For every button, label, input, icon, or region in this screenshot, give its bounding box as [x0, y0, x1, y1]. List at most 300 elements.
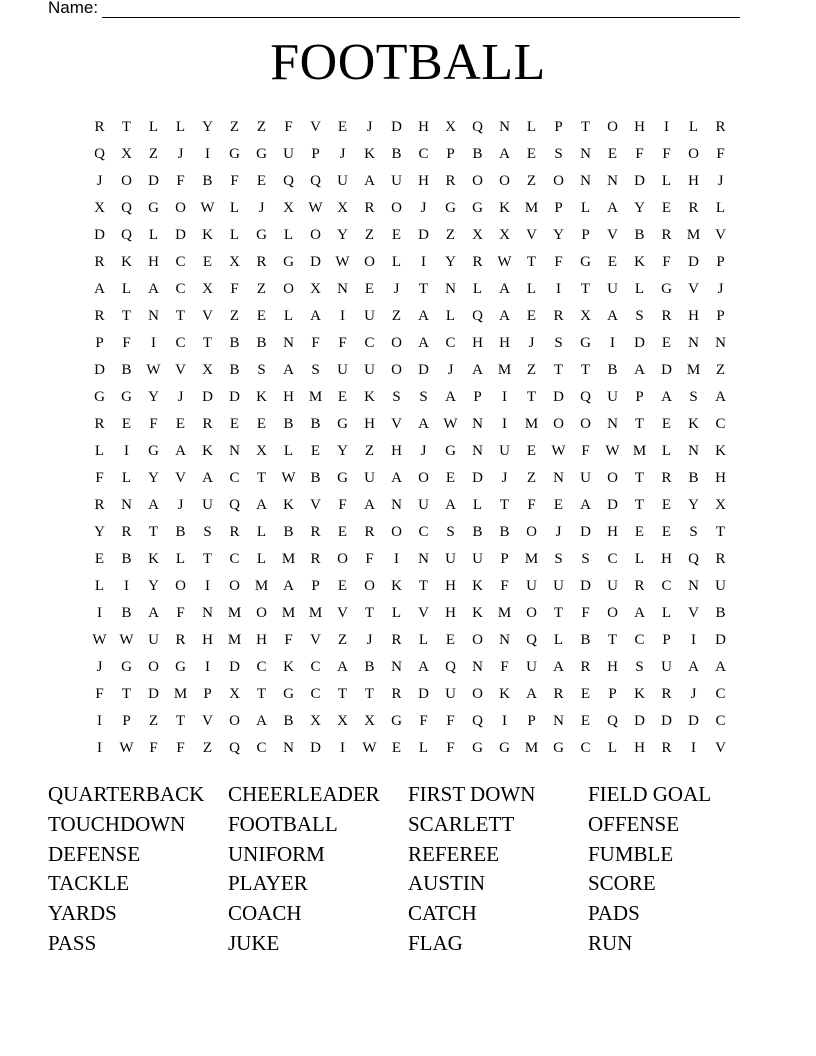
grid-letter[interactable]: I [691, 740, 696, 756]
grid-letter[interactable]: I [340, 308, 345, 324]
grid-letter[interactable]: T [715, 524, 726, 540]
grid-letter[interactable]: L [634, 551, 645, 567]
grid-letter[interactable]: X [256, 443, 267, 459]
grid-letter[interactable]: S [635, 659, 644, 675]
grid-letter[interactable]: C [445, 335, 456, 351]
grid-letter[interactable]: T [202, 335, 213, 351]
grid-letter[interactable]: E [391, 227, 402, 243]
grid-letter[interactable]: A [445, 497, 456, 513]
grid-letter[interactable]: I [340, 740, 345, 756]
grid-letter[interactable]: V [715, 740, 726, 756]
grid-letter[interactable]: L [121, 281, 132, 297]
grid-letter[interactable]: Z [526, 470, 537, 486]
grid-letter[interactable]: R [715, 119, 726, 135]
grid-letter[interactable]: H [499, 335, 510, 351]
grid-letter[interactable]: H [715, 470, 726, 486]
grid-letter[interactable]: L [661, 443, 672, 459]
grid-letter[interactable]: O [364, 578, 375, 594]
grid-letter[interactable]: I [124, 578, 129, 594]
grid-letter[interactable]: O [499, 173, 510, 189]
grid-letter[interactable]: X [499, 227, 510, 243]
grid-letter[interactable]: F [419, 713, 428, 729]
grid-letter[interactable]: X [283, 200, 294, 216]
grid-letter[interactable]: O [229, 578, 240, 594]
grid-letter[interactable]: F [716, 146, 725, 162]
grid-letter[interactable]: V [310, 497, 321, 513]
grid-letter[interactable]: B [391, 146, 402, 162]
grid-letter[interactable]: F [230, 281, 239, 297]
grid-letter[interactable]: V [310, 632, 321, 648]
grid-letter[interactable]: D [553, 389, 564, 405]
grid-letter[interactable]: A [445, 389, 456, 405]
grid-letter[interactable]: I [502, 713, 507, 729]
grid-letter[interactable]: O [580, 416, 591, 432]
grid-letter[interactable]: O [148, 659, 159, 675]
grid-letter[interactable]: I [502, 389, 507, 405]
grid-letter[interactable]: C [256, 740, 267, 756]
grid-letter[interactable]: E [661, 416, 672, 432]
grid-letter[interactable]: L [148, 227, 159, 243]
grid-letter[interactable]: A [607, 200, 618, 216]
grid-letter[interactable]: D [580, 524, 591, 540]
grid-letter[interactable]: S [392, 389, 401, 405]
grid-letter[interactable]: B [310, 416, 321, 432]
grid-letter[interactable]: K [202, 443, 213, 459]
grid-letter[interactable]: E [337, 119, 348, 135]
grid-letter[interactable]: M [524, 200, 539, 216]
grid-letter[interactable]: F [662, 254, 671, 270]
grid-letter[interactable]: T [175, 308, 186, 324]
grid-letter[interactable]: J [717, 173, 724, 189]
grid-letter[interactable]: D [634, 335, 645, 351]
grid-letter[interactable]: A [715, 389, 726, 405]
grid-letter[interactable]: P [473, 389, 482, 405]
grid-letter[interactable]: G [580, 335, 591, 351]
grid-letter[interactable]: E [256, 173, 267, 189]
grid-letter[interactable]: L [418, 632, 429, 648]
grid-letter[interactable]: Y [148, 389, 159, 405]
grid-letter[interactable]: E [661, 200, 672, 216]
grid-letter[interactable]: T [580, 281, 591, 297]
grid-letter[interactable]: P [527, 713, 536, 729]
grid-letter[interactable]: E [391, 740, 402, 756]
grid-letter[interactable]: N [283, 740, 294, 756]
grid-letter[interactable]: Z [256, 119, 267, 135]
grid-letter[interactable]: L [283, 308, 294, 324]
grid-letter[interactable]: R [94, 308, 105, 324]
grid-letter[interactable]: T [256, 686, 267, 702]
grid-letter[interactable]: H [418, 173, 429, 189]
grid-letter[interactable]: E [661, 497, 672, 513]
grid-letter[interactable]: I [205, 146, 210, 162]
grid-letter[interactable]: R [688, 200, 699, 216]
grid-letter[interactable]: R [661, 227, 672, 243]
grid-letter[interactable]: C [715, 713, 726, 729]
grid-letter[interactable]: R [121, 524, 132, 540]
grid-letter[interactable]: J [177, 389, 184, 405]
grid-letter[interactable]: J [393, 281, 400, 297]
grid-letter[interactable]: C [715, 416, 726, 432]
grid-letter[interactable]: H [472, 335, 483, 351]
grid-letter[interactable]: A [418, 308, 429, 324]
grid-letter[interactable]: G [472, 200, 483, 216]
grid-letter[interactable]: I [205, 578, 210, 594]
grid-letter[interactable]: E [94, 551, 105, 567]
grid-letter[interactable]: F [176, 605, 185, 621]
grid-letter[interactable]: T [580, 362, 591, 378]
grid-letter[interactable]: O [553, 173, 564, 189]
grid-letter[interactable]: O [526, 605, 537, 621]
grid-letter[interactable]: D [94, 227, 105, 243]
grid-letter[interactable]: O [364, 254, 375, 270]
grid-letter[interactable]: U [499, 443, 510, 459]
grid-letter[interactable]: I [97, 713, 102, 729]
grid-letter[interactable]: A [175, 443, 186, 459]
grid-letter[interactable]: T [580, 119, 591, 135]
grid-letter[interactable]: N [121, 497, 132, 513]
grid-letter[interactable]: L [526, 281, 537, 297]
grid-letter[interactable]: T [202, 551, 213, 567]
grid-letter[interactable]: H [202, 632, 213, 648]
grid-letter[interactable]: T [418, 578, 429, 594]
grid-letter[interactable]: N [553, 713, 564, 729]
grid-letter[interactable]: D [418, 686, 429, 702]
grid-letter[interactable]: G [472, 740, 483, 756]
grid-letter[interactable]: Y [634, 200, 645, 216]
grid-letter[interactable]: E [337, 524, 348, 540]
grid-letter[interactable]: F [176, 740, 185, 756]
grid-letter[interactable]: L [175, 119, 186, 135]
grid-letter[interactable]: L [553, 632, 564, 648]
grid-letter[interactable]: D [310, 740, 321, 756]
grid-letter[interactable]: J [339, 146, 346, 162]
grid-letter[interactable]: S [419, 389, 428, 405]
grid-letter[interactable]: E [337, 578, 348, 594]
grid-letter[interactable]: I [124, 443, 129, 459]
grid-letter[interactable]: O [418, 470, 429, 486]
grid-letter[interactable]: G [283, 686, 294, 702]
grid-letter[interactable]: C [229, 470, 240, 486]
grid-letter[interactable]: B [364, 659, 375, 675]
grid-letter[interactable]: A [283, 578, 294, 594]
grid-letter[interactable]: B [472, 146, 483, 162]
grid-letter[interactable]: G [337, 470, 348, 486]
grid-letter[interactable]: D [418, 227, 429, 243]
grid-letter[interactable]: K [148, 551, 159, 567]
grid-letter[interactable]: F [581, 443, 590, 459]
grid-letter[interactable]: R [445, 173, 456, 189]
grid-letter[interactable]: R [364, 200, 375, 216]
grid-letter[interactable]: T [634, 497, 645, 513]
grid-letter[interactable]: F [500, 659, 509, 675]
grid-letter[interactable]: E [256, 308, 267, 324]
grid-letter[interactable]: I [502, 416, 507, 432]
grid-letter[interactable]: S [581, 551, 590, 567]
grid-letter[interactable]: N [688, 443, 699, 459]
grid-letter[interactable]: Q [94, 146, 105, 162]
grid-letter[interactable]: A [364, 497, 375, 513]
grid-letter[interactable]: P [95, 335, 104, 351]
grid-letter[interactable]: C [634, 632, 645, 648]
grid-letter[interactable]: H [634, 119, 645, 135]
grid-letter[interactable]: E [607, 146, 618, 162]
grid-letter[interactable]: L [94, 443, 105, 459]
grid-letter[interactable]: K [391, 578, 402, 594]
grid-letter[interactable]: H [688, 173, 699, 189]
grid-letter[interactable]: S [203, 524, 212, 540]
grid-letter[interactable]: E [553, 497, 564, 513]
grid-letter[interactable]: O [391, 200, 402, 216]
grid-letter[interactable]: N [283, 335, 294, 351]
grid-letter[interactable]: N [202, 605, 213, 621]
grid-letter[interactable]: Y [445, 254, 456, 270]
grid-letter[interactable]: U [607, 389, 618, 405]
grid-letter[interactable]: C [607, 551, 618, 567]
grid-letter[interactable]: G [229, 146, 240, 162]
grid-letter[interactable]: L [661, 605, 672, 621]
grid-letter[interactable]: I [394, 551, 399, 567]
grid-letter[interactable]: O [607, 605, 618, 621]
grid-letter[interactable]: Q [472, 713, 483, 729]
grid-letter[interactable]: H [688, 308, 699, 324]
grid-letter[interactable]: D [148, 173, 159, 189]
grid-letter[interactable]: Z [445, 227, 456, 243]
grid-letter[interactable]: N [472, 659, 483, 675]
grid-letter[interactable]: V [526, 227, 537, 243]
grid-letter[interactable]: B [283, 524, 294, 540]
grid-letter[interactable]: T [634, 470, 645, 486]
grid-letter[interactable]: P [635, 389, 644, 405]
grid-letter[interactable]: F [284, 119, 293, 135]
grid-letter[interactable]: K [688, 416, 699, 432]
grid-letter[interactable]: A [472, 362, 483, 378]
grid-letter[interactable]: B [121, 362, 132, 378]
grid-letter[interactable]: K [364, 146, 375, 162]
grid-letter[interactable]: E [526, 443, 537, 459]
grid-letter[interactable]: P [662, 632, 671, 648]
grid-letter[interactable]: Z [256, 281, 267, 297]
grid-letter[interactable]: W [605, 443, 620, 459]
grid-letter[interactable]: D [472, 470, 483, 486]
grid-letter[interactable]: H [364, 416, 375, 432]
grid-letter[interactable]: R [553, 686, 564, 702]
grid-letter[interactable]: D [634, 713, 645, 729]
grid-letter[interactable]: Q [229, 740, 240, 756]
grid-letter[interactable]: F [500, 578, 509, 594]
grid-letter[interactable]: M [254, 578, 269, 594]
grid-letter[interactable]: M [281, 605, 296, 621]
grid-letter[interactable]: X [202, 362, 213, 378]
grid-letter[interactable]: J [528, 335, 535, 351]
grid-letter[interactable]: E [337, 389, 348, 405]
grid-letter[interactable]: S [446, 524, 455, 540]
grid-letter[interactable]: P [716, 308, 725, 324]
grid-letter[interactable]: L [580, 200, 591, 216]
grid-letter[interactable]: F [122, 335, 131, 351]
grid-letter[interactable]: M [281, 551, 296, 567]
grid-letter[interactable]: N [580, 146, 591, 162]
grid-letter[interactable]: F [554, 254, 563, 270]
grid-letter[interactable]: Y [553, 227, 564, 243]
grid-letter[interactable]: C [661, 578, 672, 594]
grid-letter[interactable]: H [391, 443, 402, 459]
grid-letter[interactable]: H [148, 254, 159, 270]
grid-letter[interactable]: A [391, 470, 402, 486]
grid-letter[interactable]: Q [607, 713, 618, 729]
grid-letter[interactable]: O [121, 173, 132, 189]
grid-letter[interactable]: E [310, 443, 321, 459]
grid-letter[interactable]: Z [202, 740, 213, 756]
grid-letter[interactable]: E [121, 416, 132, 432]
grid-letter[interactable]: N [472, 416, 483, 432]
grid-letter[interactable]: V [202, 713, 213, 729]
grid-letter[interactable]: O [256, 605, 267, 621]
grid-letter[interactable]: D [310, 254, 321, 270]
grid-letter[interactable]: U [445, 686, 456, 702]
grid-letter[interactable]: H [418, 119, 429, 135]
grid-letter[interactable]: E [634, 524, 645, 540]
grid-letter[interactable]: P [122, 713, 131, 729]
grid-letter[interactable]: G [256, 227, 267, 243]
grid-letter[interactable]: T [634, 416, 645, 432]
grid-letter[interactable]: C [418, 524, 429, 540]
grid-letter[interactable]: W [308, 200, 323, 216]
grid-letter[interactable]: O [229, 713, 240, 729]
grid-letter[interactable]: W [551, 443, 566, 459]
grid-letter[interactable]: R [94, 416, 105, 432]
grid-letter[interactable]: F [149, 740, 158, 756]
grid-letter[interactable]: O [526, 524, 537, 540]
grid-letter[interactable]: F [95, 686, 104, 702]
grid-letter[interactable]: K [283, 659, 294, 675]
grid-letter[interactable]: T [607, 632, 618, 648]
grid-letter[interactable]: T [337, 686, 348, 702]
grid-letter[interactable]: T [418, 281, 429, 297]
grid-letter[interactable]: O [472, 686, 483, 702]
grid-letter[interactable]: J [690, 686, 697, 702]
grid-letter[interactable]: G [283, 254, 294, 270]
grid-letter[interactable]: V [715, 227, 726, 243]
grid-letter[interactable]: L [148, 119, 159, 135]
grid-letter[interactable]: P [716, 254, 725, 270]
grid-letter[interactable]: G [445, 443, 456, 459]
grid-letter[interactable]: C [256, 659, 267, 675]
grid-letter[interactable]: U [526, 578, 537, 594]
grid-letter[interactable]: N [553, 470, 564, 486]
grid-letter[interactable]: H [661, 551, 672, 567]
grid-letter[interactable]: R [391, 632, 402, 648]
grid-letter[interactable]: B [607, 362, 618, 378]
grid-letter[interactable]: E [229, 416, 240, 432]
grid-letter[interactable]: A [148, 281, 159, 297]
grid-letter[interactable]: G [121, 659, 132, 675]
grid-letter[interactable]: K [202, 227, 213, 243]
grid-letter[interactable]: A [310, 308, 321, 324]
grid-letter[interactable]: X [121, 146, 132, 162]
grid-letter[interactable]: G [661, 281, 672, 297]
grid-letter[interactable]: R [94, 497, 105, 513]
grid-letter[interactable]: D [580, 578, 591, 594]
grid-letter[interactable]: Z [391, 308, 402, 324]
grid-letter[interactable]: V [688, 281, 699, 297]
grid-letter[interactable]: V [688, 605, 699, 621]
grid-letter[interactable]: R [310, 524, 321, 540]
grid-letter[interactable]: U [364, 308, 375, 324]
grid-letter[interactable]: M [173, 686, 188, 702]
grid-letter[interactable]: B [283, 713, 294, 729]
grid-letter[interactable]: F [581, 605, 590, 621]
grid-letter[interactable]: U [472, 551, 483, 567]
grid-letter[interactable]: B [256, 335, 267, 351]
grid-letter[interactable]: C [418, 146, 429, 162]
grid-letter[interactable]: N [148, 308, 159, 324]
grid-letter[interactable]: O [607, 470, 618, 486]
grid-letter[interactable]: D [418, 362, 429, 378]
grid-letter[interactable]: A [553, 659, 564, 675]
grid-letter[interactable]: N [445, 281, 456, 297]
grid-letter[interactable]: A [499, 281, 510, 297]
grid-letter[interactable]: O [391, 335, 402, 351]
grid-letter[interactable]: M [497, 362, 512, 378]
grid-letter[interactable]: Z [148, 713, 159, 729]
grid-letter[interactable]: Z [148, 146, 159, 162]
grid-letter[interactable]: Q [472, 119, 483, 135]
grid-letter[interactable]: R [256, 254, 267, 270]
grid-letter[interactable]: X [310, 281, 321, 297]
grid-letter[interactable]: I [610, 335, 615, 351]
grid-letter[interactable]: E [580, 686, 591, 702]
grid-letter[interactable]: F [95, 470, 104, 486]
grid-letter[interactable]: D [202, 389, 213, 405]
grid-letter[interactable]: L [229, 200, 240, 216]
grid-letter[interactable]: H [607, 659, 618, 675]
grid-letter[interactable]: X [229, 254, 240, 270]
grid-letter[interactable]: U [580, 470, 591, 486]
grid-letter[interactable]: V [175, 470, 186, 486]
grid-letter[interactable]: T [175, 713, 186, 729]
grid-letter[interactable]: Q [688, 551, 699, 567]
grid-letter[interactable]: O [472, 173, 483, 189]
grid-letter[interactable]: M [308, 605, 323, 621]
grid-letter[interactable]: M [686, 227, 701, 243]
grid-letter[interactable]: K [256, 389, 267, 405]
grid-letter[interactable]: Z [229, 308, 240, 324]
grid-letter[interactable]: O [607, 119, 618, 135]
grid-letter[interactable]: K [364, 389, 375, 405]
grid-letter[interactable]: E [364, 281, 375, 297]
grid-letter[interactable]: F [311, 335, 320, 351]
grid-letter[interactable]: Z [715, 362, 726, 378]
grid-letter[interactable]: A [526, 686, 537, 702]
grid-letter[interactable]: D [715, 632, 726, 648]
grid-letter[interactable]: O [337, 551, 348, 567]
grid-letter[interactable]: U [283, 146, 294, 162]
grid-letter[interactable]: L [283, 443, 294, 459]
grid-letter[interactable]: A [94, 281, 105, 297]
grid-letter[interactable]: L [175, 551, 186, 567]
grid-letter[interactable]: C [310, 659, 321, 675]
grid-letter[interactable]: G [148, 200, 159, 216]
grid-letter[interactable]: F [635, 146, 644, 162]
grid-letter[interactable]: Y [337, 227, 348, 243]
grid-letter[interactable]: A [580, 497, 591, 513]
grid-letter[interactable]: H [607, 524, 618, 540]
grid-letter[interactable]: X [202, 281, 213, 297]
grid-letter[interactable]: B [580, 632, 591, 648]
grid-letter[interactable]: E [445, 632, 456, 648]
grid-letter[interactable]: P [446, 146, 455, 162]
grid-letter[interactable]: M [227, 632, 242, 648]
